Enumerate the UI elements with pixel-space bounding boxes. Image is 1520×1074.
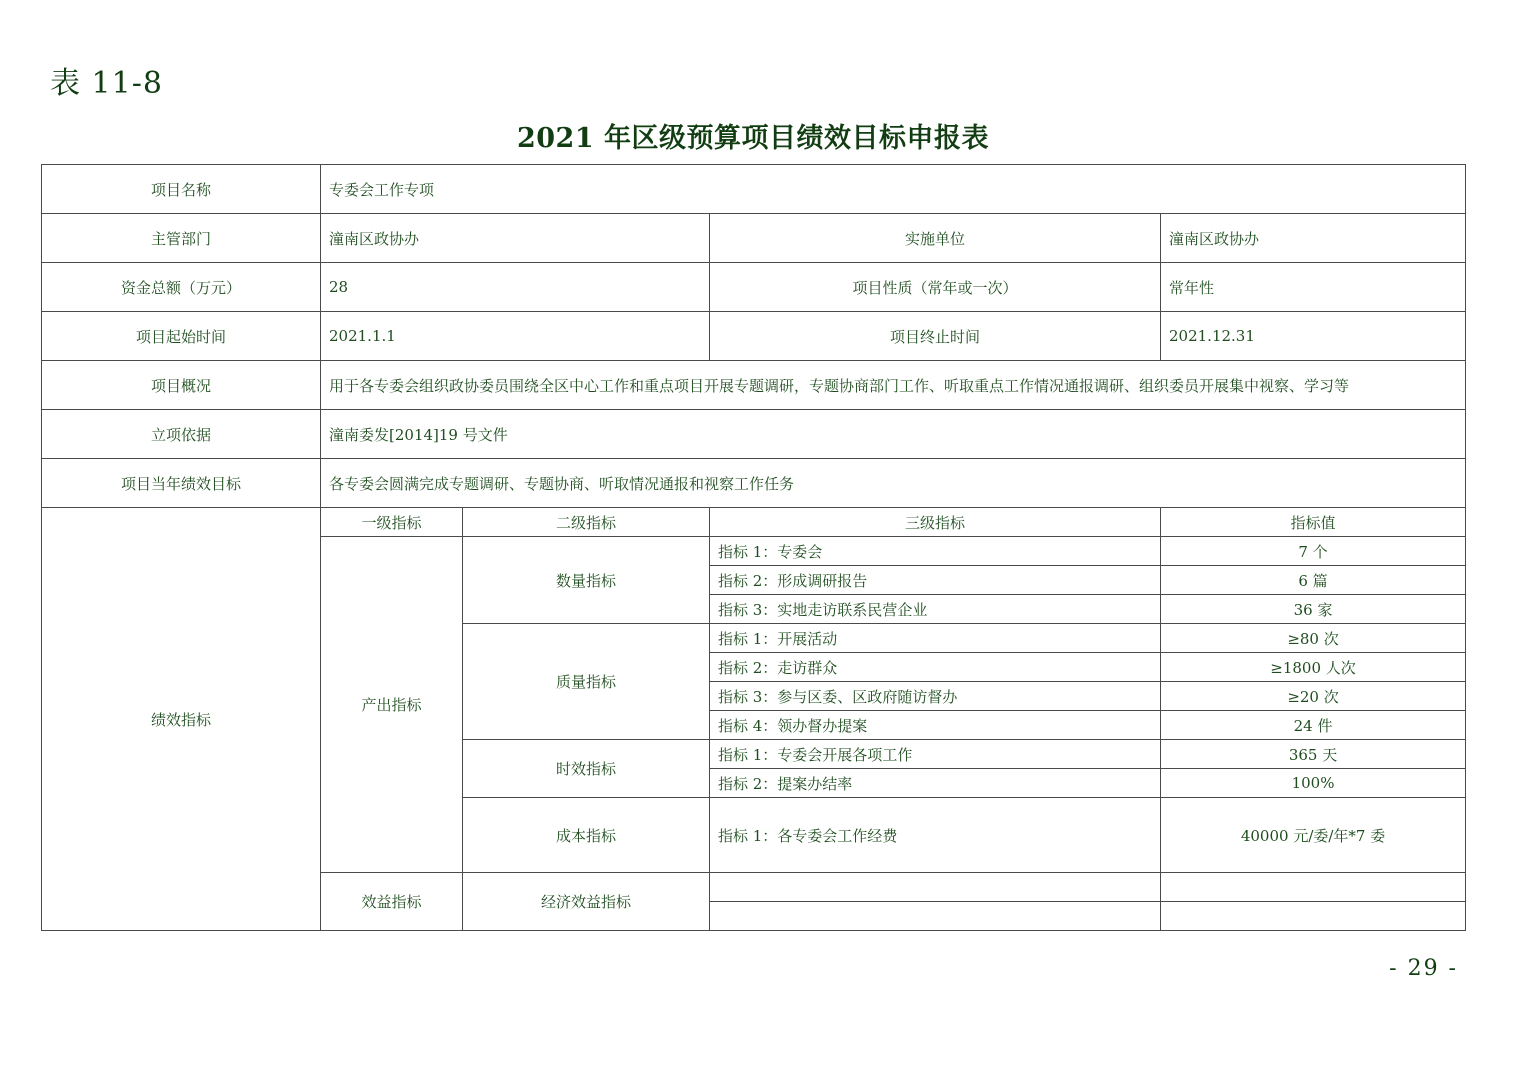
level1-output: 产出指标 bbox=[321, 537, 463, 873]
level2-quantity: 数量指标 bbox=[463, 537, 710, 624]
indicator-name: 指标 2：形成调研报告 bbox=[710, 566, 1161, 595]
perf-indicator-label: 绩效指标 bbox=[42, 508, 321, 931]
row-funds bbox=[42, 263, 1466, 312]
header-level3: 三级指标 bbox=[710, 508, 1161, 537]
level2-cost: 成本指标 bbox=[463, 798, 710, 873]
indicator-name: 指标 1：专委会开展各项工作 bbox=[710, 740, 1161, 769]
header-level1: 一级指标 bbox=[321, 508, 463, 537]
project-name-label: 项目名称 bbox=[42, 165, 321, 214]
overview-label: 项目概况 bbox=[42, 361, 321, 410]
indicator-value-empty bbox=[1161, 873, 1466, 902]
end-value: 2021.12.31 bbox=[1161, 312, 1466, 361]
indicator-value: 24 件 bbox=[1161, 711, 1466, 740]
indicator-name: 指标 1：各专委会工作经费 bbox=[710, 798, 1161, 873]
indicator-name-empty bbox=[710, 902, 1161, 931]
start-value: 2021.1.1 bbox=[321, 312, 710, 361]
level1-benefit: 效益指标 bbox=[321, 873, 463, 931]
end-label: 项目终止时间 bbox=[710, 312, 1161, 361]
level2-quality: 质量指标 bbox=[463, 624, 710, 740]
indicator-name: 指标 1：开展活动 bbox=[710, 624, 1161, 653]
unit-label: 实施单位 bbox=[710, 214, 1161, 263]
indicator-value: 36 家 bbox=[1161, 595, 1466, 624]
level2-timeliness: 时效指标 bbox=[463, 740, 710, 798]
indicator-name: 指标 1：专委会 bbox=[710, 537, 1161, 566]
row-basis bbox=[42, 410, 1466, 459]
indicator-value: ≥80 次 bbox=[1161, 624, 1466, 653]
level2-economic: 经济效益指标 bbox=[463, 873, 710, 931]
indicator-name: 指标 2：走访群众 bbox=[710, 653, 1161, 682]
header-level2: 二级指标 bbox=[463, 508, 710, 537]
indicator-value: ≥20 次 bbox=[1161, 682, 1466, 711]
basis-label: 立项依据 bbox=[42, 410, 321, 459]
indicator-name: 指标 2：提案办结率 bbox=[710, 769, 1161, 798]
goal-value: 各专委会圆满完成专题调研、专题协商、听取情况通报和视察工作任务 bbox=[321, 459, 1466, 508]
row-goal bbox=[42, 459, 1466, 508]
indicator-name: 指标 4：领办督办提案 bbox=[710, 711, 1161, 740]
row-overview bbox=[42, 361, 1466, 410]
performance-form-table bbox=[41, 164, 1466, 931]
overview-value: 用于各专委会组织政协委员围绕全区中心工作和重点项目开展专题调研，专题协商部门工作、听取重点工作情况通报调研、组织委员开展集中视察、学习等 bbox=[321, 361, 1466, 410]
funds-value: 28 bbox=[321, 263, 710, 312]
document-title: 2021 年区级预算项目绩效目标申报表 bbox=[516, 123, 990, 154]
indicator-name: 指标 3：参与区委、区政府随访督办 bbox=[710, 682, 1161, 711]
goal-label: 项目当年绩效目标 bbox=[42, 459, 321, 508]
indicator-value-empty bbox=[1161, 902, 1466, 931]
indicator-value: 365 天 bbox=[1161, 740, 1466, 769]
project-name-value: 专委会工作专项 bbox=[321, 165, 1466, 214]
row-perf-header bbox=[42, 508, 1466, 537]
indicator-value: 7 个 bbox=[1161, 537, 1466, 566]
funds-label: 资金总额（万元） bbox=[42, 263, 321, 312]
indicator-name-empty bbox=[710, 873, 1161, 902]
page-number: - 29 - bbox=[1389, 956, 1458, 981]
indicator-value: 100% bbox=[1161, 769, 1466, 798]
start-label: 项目起始时间 bbox=[42, 312, 321, 361]
indicator-value: 6 篇 bbox=[1161, 566, 1466, 595]
unit-value: 潼南区政协办 bbox=[1161, 214, 1466, 263]
basis-value: 潼南委发[2014]19 号文件 bbox=[321, 410, 1466, 459]
row-project-name bbox=[42, 165, 1466, 214]
table-number: 表 11-8 bbox=[50, 66, 163, 101]
indicator-name: 指标 3：实地走访联系民营企业 bbox=[710, 595, 1161, 624]
indicator-value: ≥1800 人次 bbox=[1161, 653, 1466, 682]
nature-value: 常年性 bbox=[1161, 263, 1466, 312]
nature-label: 项目性质（常年或一次） bbox=[710, 263, 1161, 312]
header-value: 指标值 bbox=[1161, 508, 1466, 537]
dept-label: 主管部门 bbox=[42, 214, 321, 263]
row-dates bbox=[42, 312, 1466, 361]
row-department bbox=[42, 214, 1466, 263]
indicator-value: 40000 元/委/年*7 委 bbox=[1161, 798, 1466, 873]
dept-value: 潼南区政协办 bbox=[321, 214, 710, 263]
